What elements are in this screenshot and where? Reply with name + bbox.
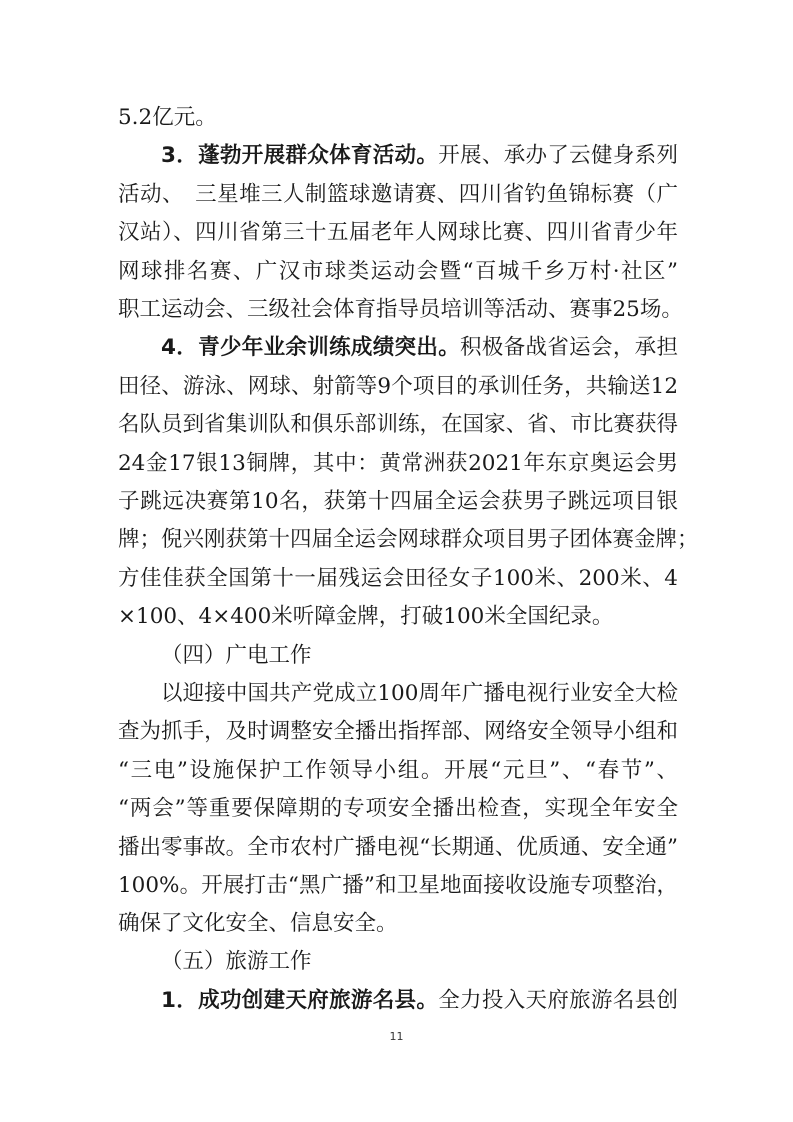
text-line: 100%。开展打击“黑广播”和卫星地面接收设施专项整治， <box>118 873 678 898</box>
text-line: 方佳佳获全国第十一届残运会田径女子100米、200米、4 <box>118 566 678 591</box>
item-text: 积极备战省运会，承担 <box>460 335 678 360</box>
text-line: 名队员到省集训队和俱乐部训练，在国家、省、市比赛获得 <box>118 412 678 437</box>
item-text: 开展、承办了云健身系列 <box>438 143 678 168</box>
text-line: 子跳远决赛第10名，获第十四届全运会获男子跳远项目银 <box>118 489 678 514</box>
item-heading: 4．青少年业余训练成绩突出。 <box>161 335 461 360</box>
item-heading: 1．成功创建天府旅游名县。 <box>161 988 439 1013</box>
page-number: 11 <box>389 1030 404 1043</box>
text-line: 确保了文化安全、信息安全。 <box>118 911 398 936</box>
text-line: “两会”等重要保障期的专项安全播出检查，实现全年安全 <box>118 796 678 821</box>
text-line: 职工运动会、三级社会体育指导员培训等活动、赛事25场。 <box>118 297 683 322</box>
text-line: 牌；倪兴刚获第十四届全运会网球群众项目男子团体赛金牌； <box>118 527 699 552</box>
section-heading-broadcast: （四）广电工作 <box>161 643 312 668</box>
item-heading: 3．蓬勃开展群众体育活动。 <box>161 143 439 168</box>
text-line: 网球排名赛、广汉市球类运动会暨“百城千乡万村·社区” <box>118 259 678 284</box>
item-text: 全力投入天府旅游名县创 <box>438 988 678 1013</box>
text-line: 24金17银13铜牌，其中：黄常洲获2021年东京奥运会男 <box>118 451 678 476</box>
section-item-1 <box>161 986 678 1016</box>
text-line: 播出零事故。全市农村广播电视“长期通、优质通、安全通” <box>118 835 678 860</box>
text-line: 5.2亿元。 <box>118 105 217 130</box>
text-line: 活动、 三星堆三人制篮球邀请赛、四川省钓鱼锦标赛（广 <box>118 182 678 207</box>
text-line: “三电”设施保护工作领导小组。开展“元旦”、“春节”、 <box>118 758 678 783</box>
section-item-3 <box>161 141 678 171</box>
text-line: 查为抓手，及时调整安全播出指挥部、网络安全领导小组和 <box>118 719 678 744</box>
section-heading-tourism: （五）旅游工作 <box>161 949 312 974</box>
text-line: 汉站）、四川省第三十五届老年人网球比赛、四川省青少年 <box>118 220 678 245</box>
text-line: 以迎接中国共产党成立100周年广播电视行业安全大检 <box>161 681 678 706</box>
section-item-4 <box>161 333 678 363</box>
text-line: 田径、游泳、网球、射箭等9个项目的承训任务，共输送12 <box>118 374 678 399</box>
text-line: ×100、4×400米听障金牌，打破100米全国纪录。 <box>118 604 614 629</box>
